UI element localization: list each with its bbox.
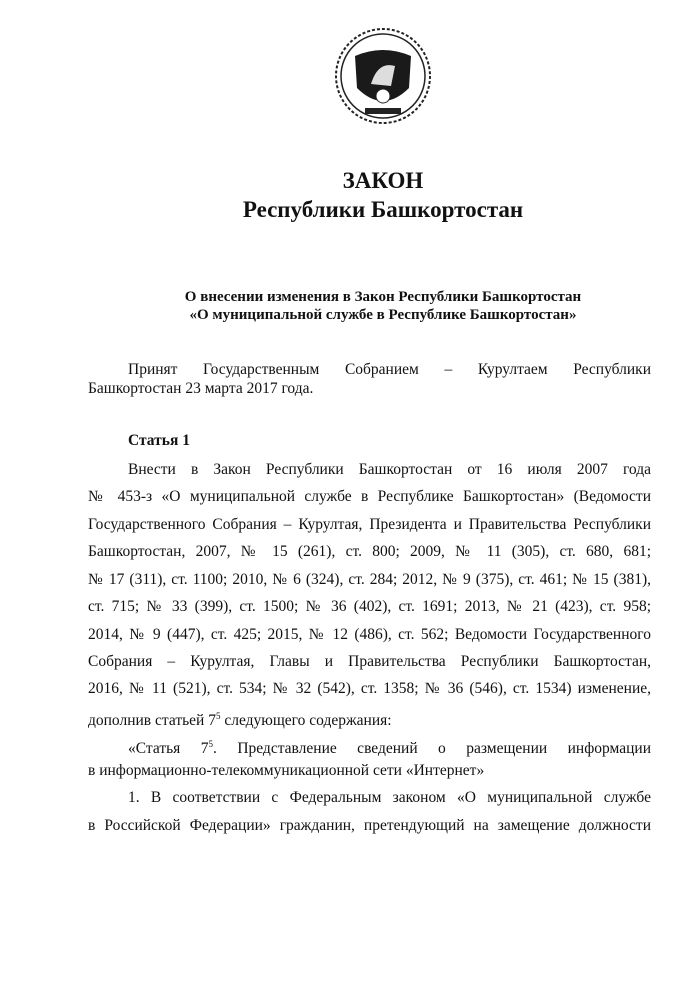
adoption-line: Башкортостан 23 марта 2017 года. (88, 380, 314, 397)
paragraph-line: в Российской Федерации» гражданин, претендующий на замещение должности (88, 817, 651, 834)
body-line: № 17 (311), ст. 1100; 2010, № 6 (324), ст. 284; 2012, № 9 (375), ст. 461; № 15 (381), (88, 571, 651, 588)
law-title-line: О внесении изменения в Закон Республики Башкортостан (184, 289, 582, 305)
new-article-heading: «Статья $7^5$. Представление сведений о размещении информации (128, 739, 651, 758)
document-issuer: Республики Башкортостан (242, 197, 524, 222)
paragraph-line: 1. В соответствии с Федеральным законом «О муниципальной службе (128, 789, 651, 806)
document-type: ЗАКОН (342, 168, 424, 193)
body-line: Государственного Собрания – Курултая, Президента и Правительства Республики (88, 516, 651, 533)
body-line: Собрания – Курултая, Главы и Правительства Республики Башкортостан, (88, 653, 651, 670)
new-article-heading: в информационно-телекоммуникационной сети «Интернет» (88, 762, 485, 779)
article-heading: Статья 1 (128, 432, 190, 449)
law-title-line: «О муниципальной службе в Республике Башкортостан» (189, 307, 577, 323)
body-line: Башкортостан, 2007, № 15 (261), ст. 800; 2009, № 11 (305), ст. 680, 681; (88, 543, 651, 560)
body-line: № 453-з «О муниципальной службе в Республике Башкортостан» (Ведомости (88, 488, 651, 505)
body-line: 2016, № 11 (521), ст. 534; № 32 (542), ст. 1358; № 36 (546), ст. 1534) изменение, (88, 680, 651, 697)
adoption-line: Принят Государственным Собранием – Курултаем Республики (128, 361, 651, 378)
coat-of-arms-emblem (333, 26, 433, 126)
body-line: Внести в Закон Республики Башкортостан от 16 июля 2007 года (128, 461, 651, 478)
body-line: 2014, № 9 (447), ст. 425; 2015, № 12 (486), ст. 562; Ведомости Государственного (88, 626, 651, 643)
body-line: дополнив статьей $7^5$ следующего содержания: (88, 711, 392, 730)
body-line: ст. 715; № 33 (399), ст. 1500; № 36 (402), ст. 1691; 2013, № 21 (423), ст. 958; (88, 598, 651, 615)
